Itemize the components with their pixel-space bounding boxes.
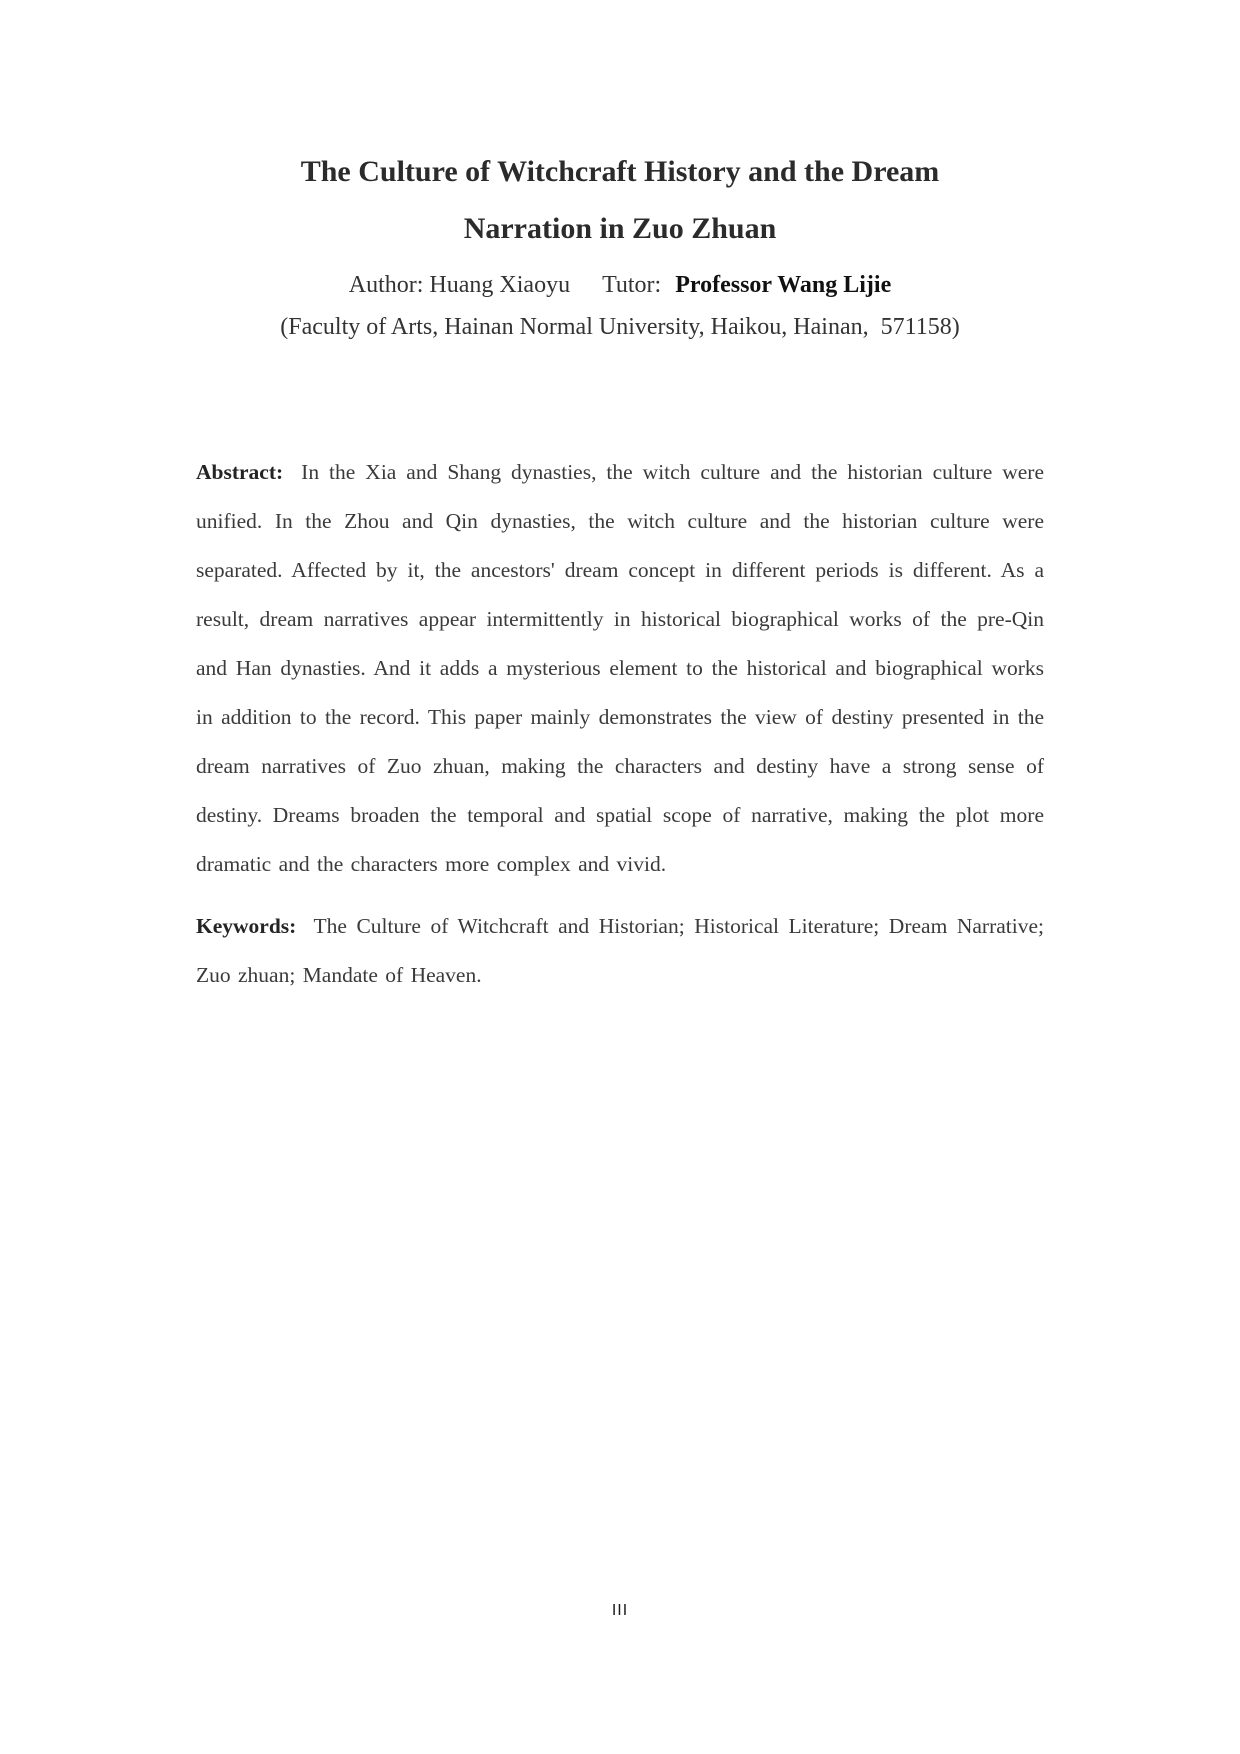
page-number: III (611, 1602, 629, 1619)
tutor-name: Professor Wang Lijie (675, 272, 892, 298)
keywords-paragraph (196, 902, 1044, 1000)
keywords-text: The Culture of Witchcraft and Historian; Historical Literature; Dream Narrative; Zuo zhuan; Mandate of Heaven. (196, 914, 1044, 987)
byline (196, 264, 1044, 306)
abstract-paragraph (196, 448, 1044, 889)
paper-title-line-2: Narration in Zuo Zhuan (463, 212, 777, 245)
paper-title (196, 0, 1044, 257)
abstract-text: In the Xia and Shang dynasties, the witch culture and the historian culture were unified. In the Zhou and Qin dynasties, the witch culture and the historian culture were separated. Affected by it, the ancestors' dream concept in different periods is different. As a result, dream narratives appear intermittently in historical biographical works of the pre-Qin and Han dynasties. And it adds a mysterious element to the historical and biographical works in addition to the record. This paper mainly demonstrates the view of destiny presented in the dream narratives of Zuo zhuan, making the characters and destiny have a strong sense of destiny. Dreams broaden the temporal and spatial scope of narrative, making the plot more dramatic and the characters more complex and vivid. (196, 460, 1045, 876)
abstract-label: Abstract: (196, 460, 284, 484)
author-text: Author: Huang Xiaoyu (348, 272, 571, 298)
affiliation-line: (Faculty of Arts, Hainan Normal University, Haikou, Hainan, 571158) (280, 314, 960, 340)
tutor-label: Tutor: (602, 272, 662, 298)
keywords-label: Keywords: (196, 914, 297, 938)
paper-title-line-1: The Culture of Witchcraft History and the Dream (300, 155, 940, 188)
